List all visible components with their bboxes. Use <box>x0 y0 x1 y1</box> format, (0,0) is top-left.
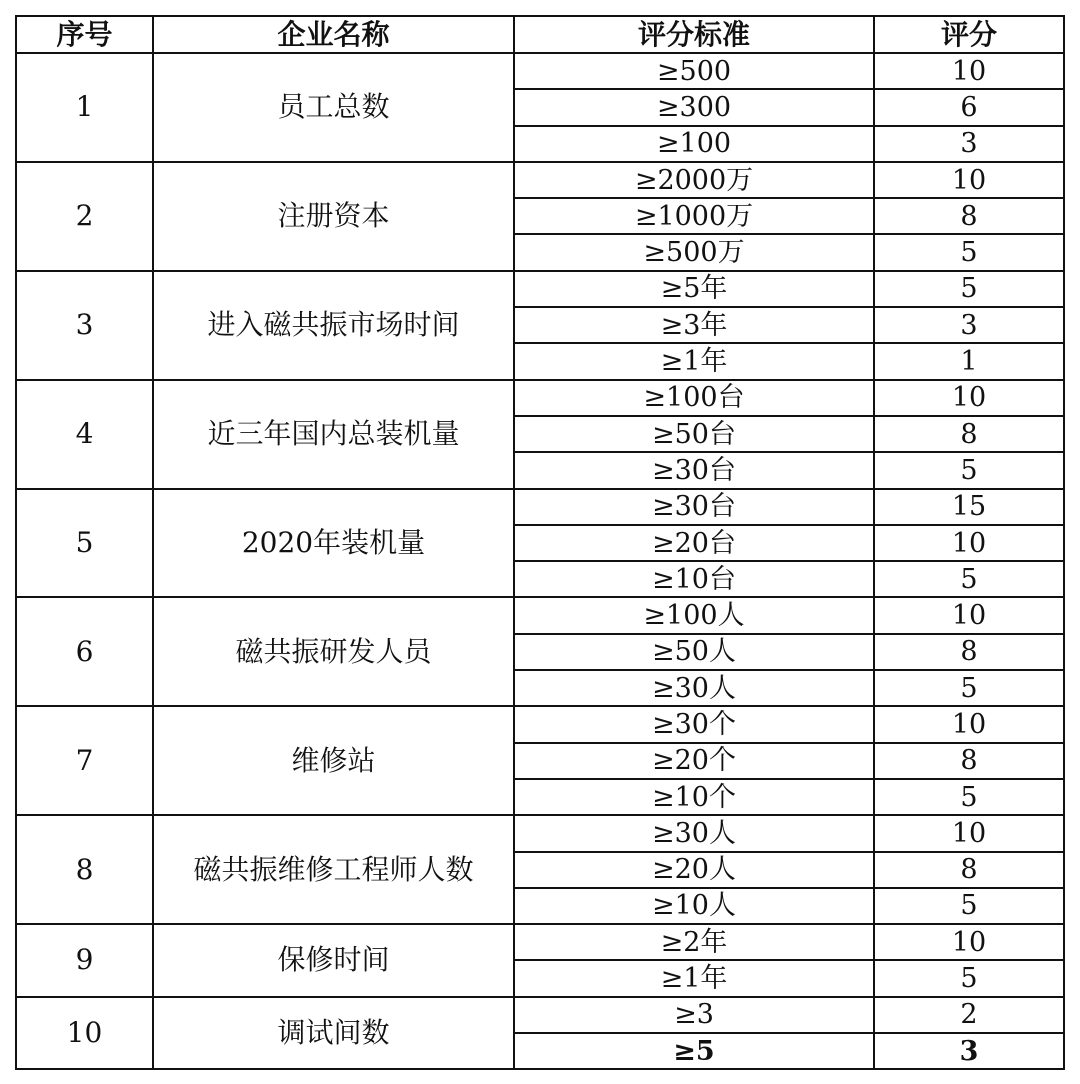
criteria-cell: ≥100台 <box>514 380 874 416</box>
criteria-cell: ≥30台 <box>514 452 874 488</box>
criteria-cell: ≥30台 <box>514 489 874 525</box>
enterprise-item-cell: 磁共振维修工程师人数 <box>153 815 514 924</box>
score-cell: 5 <box>874 960 1064 996</box>
criteria-cell: ≥30人 <box>514 670 874 706</box>
criteria-cell: ≥1000万 <box>514 198 874 234</box>
score-cell: 5 <box>874 561 1064 597</box>
score-cell: 3 <box>874 307 1064 343</box>
criteria-cell: ≥30个 <box>514 706 874 742</box>
enterprise-item-cell: 磁共振研发人员 <box>153 597 514 706</box>
criteria-cell: ≥3 <box>514 997 874 1033</box>
enterprise-item-cell: 调试间数 <box>153 997 514 1070</box>
score-cell: 8 <box>874 416 1064 452</box>
score-cell: 5 <box>874 452 1064 488</box>
criteria-cell: ≥100 <box>514 126 874 162</box>
criteria-cell: ≥500万 <box>514 234 874 270</box>
criteria-cell: ≥1年 <box>514 343 874 379</box>
row-index-cell: 6 <box>16 597 153 706</box>
score-cell: 8 <box>874 198 1064 234</box>
enterprise-item-cell: 2020年装机量 <box>153 489 514 598</box>
score-cell: 5 <box>874 670 1064 706</box>
header-row <box>16 16 1064 53</box>
criteria-cell: ≥20人 <box>514 852 874 888</box>
row-index-cell: 3 <box>16 271 153 380</box>
criteria-cell: ≥10台 <box>514 561 874 597</box>
score-cell: 10 <box>874 380 1064 416</box>
criteria-cell: ≥50人 <box>514 634 874 670</box>
criteria-cell: ≥20个 <box>514 743 874 779</box>
table-row <box>16 597 1064 633</box>
row-index-cell: 1 <box>16 53 153 162</box>
criteria-cell: ≥500 <box>514 53 874 89</box>
score-cell: 6 <box>874 89 1064 125</box>
criteria-cell: ≥5年 <box>514 271 874 307</box>
score-cell: 10 <box>874 162 1064 198</box>
header-criteria: 评分标准 <box>514 16 874 53</box>
score-cell: 3 <box>874 126 1064 162</box>
criteria-cell: ≥30人 <box>514 815 874 851</box>
criteria-cell: ≥2000万 <box>514 162 874 198</box>
score-cell: 10 <box>874 53 1064 89</box>
row-index-cell: 4 <box>16 380 153 489</box>
table-row <box>16 489 1064 525</box>
table-row <box>16 271 1064 307</box>
enterprise-item-cell: 维修站 <box>153 706 514 815</box>
criteria-cell: ≥50台 <box>514 416 874 452</box>
score-cell: 5 <box>874 271 1064 307</box>
score-cell: 10 <box>874 706 1064 742</box>
row-index-cell: 9 <box>16 924 153 997</box>
score-cell: 8 <box>874 852 1064 888</box>
criteria-cell: ≥5 <box>514 1033 874 1069</box>
table-row <box>16 53 1064 89</box>
row-index-cell: 5 <box>16 489 153 598</box>
enterprise-item-cell: 注册资本 <box>153 162 514 271</box>
criteria-cell: ≥10人 <box>514 888 874 924</box>
enterprise-item-cell: 进入磁共振市场时间 <box>153 271 514 380</box>
score-cell: 2 <box>874 997 1064 1033</box>
score-cell: 3 <box>874 1033 1064 1069</box>
header-score: 评分 <box>874 16 1064 53</box>
scoring-table <box>15 15 1065 1070</box>
header-name: 企业名称 <box>153 16 514 53</box>
row-index-cell: 2 <box>16 162 153 271</box>
criteria-cell: ≥3年 <box>514 307 874 343</box>
score-cell: 5 <box>874 888 1064 924</box>
enterprise-item-cell: 近三年国内总装机量 <box>153 380 514 489</box>
score-cell: 10 <box>874 815 1064 851</box>
table-body <box>16 53 1064 1069</box>
score-cell: 15 <box>874 489 1064 525</box>
criteria-cell: ≥10个 <box>514 779 874 815</box>
score-cell: 10 <box>874 597 1064 633</box>
enterprise-item-cell: 员工总数 <box>153 53 514 162</box>
table-row <box>16 162 1064 198</box>
criteria-cell: ≥20台 <box>514 525 874 561</box>
score-cell: 10 <box>874 525 1064 561</box>
table-row <box>16 706 1064 742</box>
score-cell: 5 <box>874 234 1064 270</box>
header-index: 序号 <box>16 16 153 53</box>
score-cell: 8 <box>874 743 1064 779</box>
row-index-cell: 8 <box>16 815 153 924</box>
table-row <box>16 997 1064 1033</box>
criteria-cell: ≥1年 <box>514 960 874 996</box>
score-cell: 8 <box>874 634 1064 670</box>
score-cell: 1 <box>874 343 1064 379</box>
score-cell: 10 <box>874 924 1064 960</box>
criteria-cell: ≥100人 <box>514 597 874 633</box>
table-row <box>16 924 1064 960</box>
table-row <box>16 380 1064 416</box>
criteria-cell: ≥300 <box>514 89 874 125</box>
row-index-cell: 10 <box>16 997 153 1070</box>
table-row <box>16 815 1064 851</box>
criteria-cell: ≥2年 <box>514 924 874 960</box>
row-index-cell: 7 <box>16 706 153 815</box>
score-cell: 5 <box>874 779 1064 815</box>
enterprise-item-cell: 保修时间 <box>153 924 514 997</box>
